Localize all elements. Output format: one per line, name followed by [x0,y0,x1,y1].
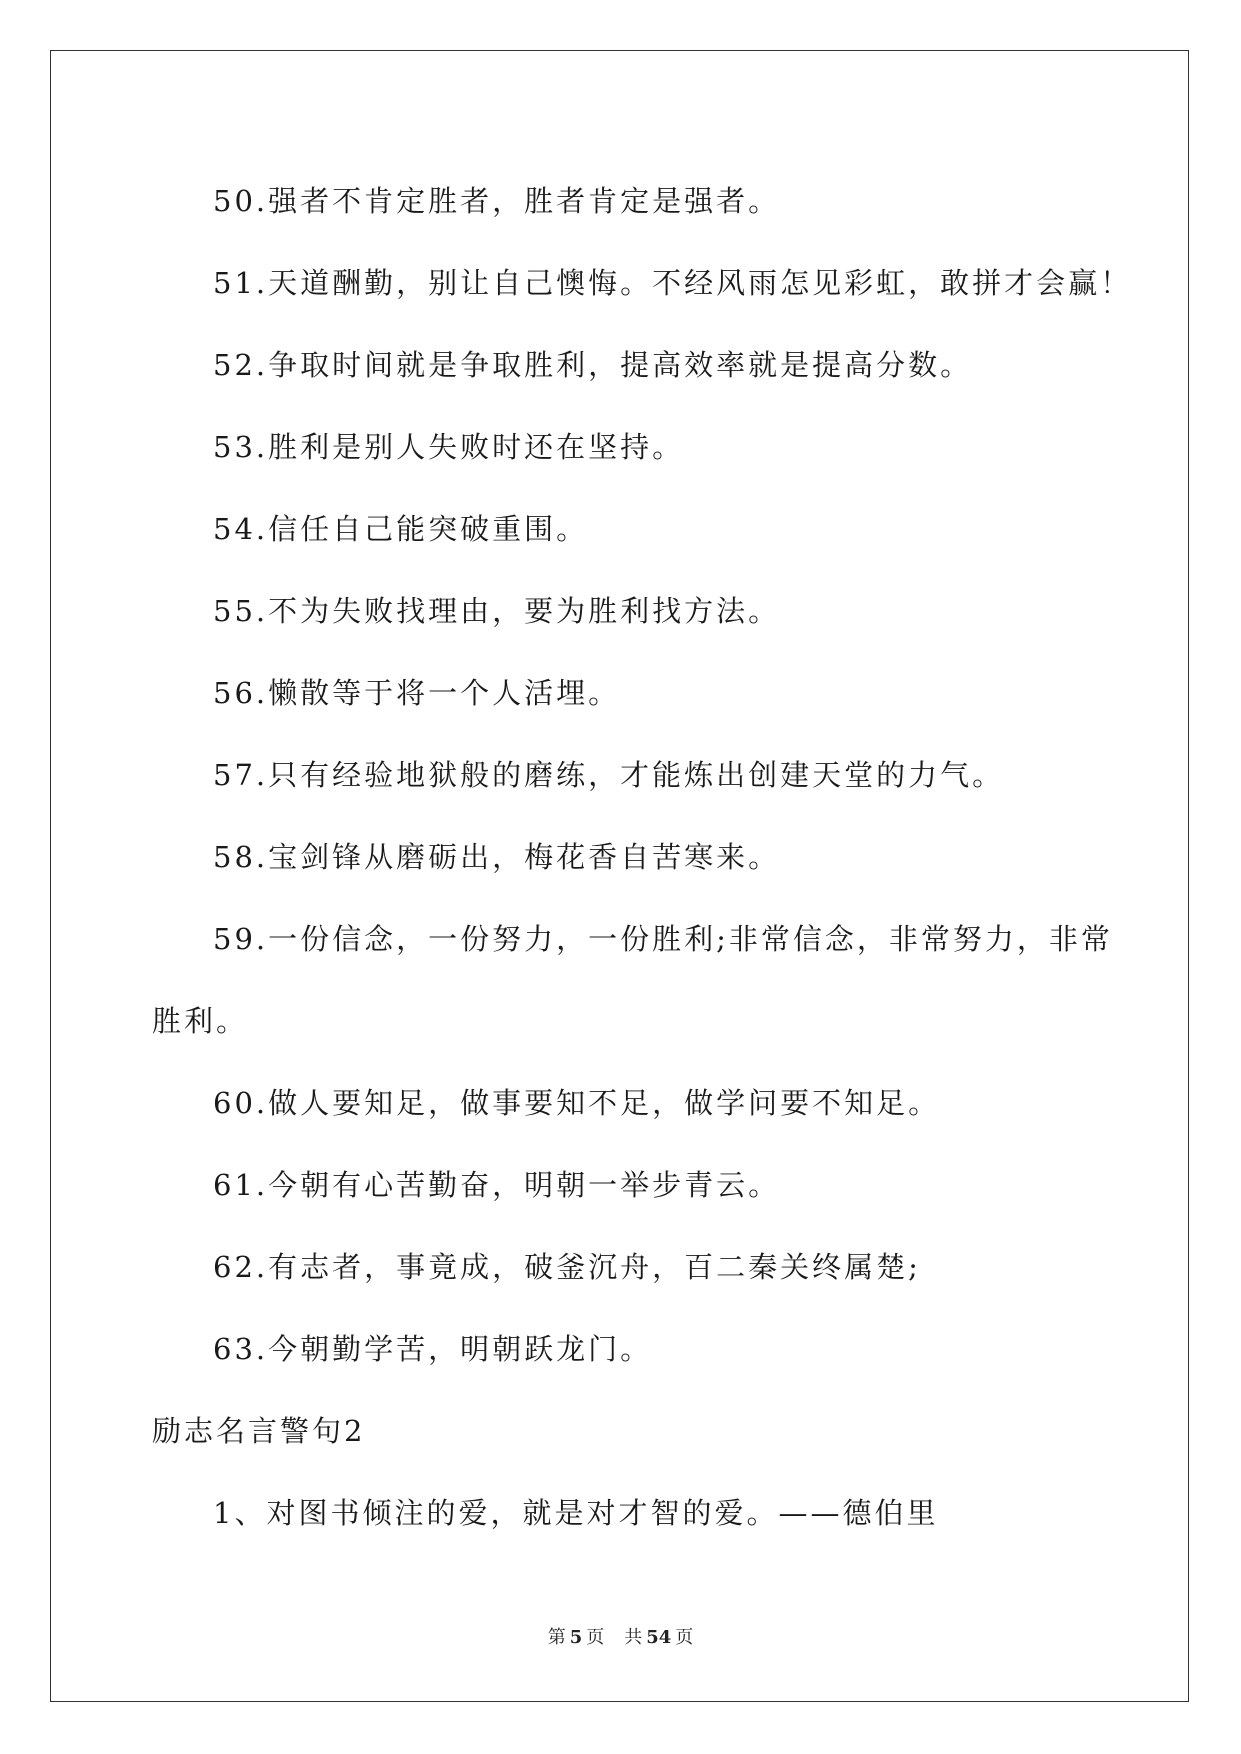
quote-line: 57.只有经验地狱般的磨练，才能炼出创建天堂的力气。 [213,758,1005,792]
quote-line: 52.争取时间就是争取胜利，提高效率就是提高分数。 [213,348,973,382]
quote-line: 53.胜利是别人失败时还在坚持。 [213,430,685,464]
document-body [152,160,1133,1554]
total-prefix: 共 [624,1627,643,1648]
page-suffix: 页 [586,1627,605,1648]
quote-line: 51.天道酬勤，别让自己懊悔。不经风雨怎见彩虹，敢拼才会赢！ [213,266,1133,300]
quote-line-continuation: 胜利。 [152,1004,249,1038]
page-prefix: 第 [547,1627,566,1648]
quote-line: 55.不为失败找理由，要为胜利找方法。 [213,594,781,628]
page-footer [0,1623,1241,1649]
quote-line: 63.今朝勤学苦，明朝跃龙门。 [213,1332,653,1366]
quote-line: 60.做人要知足，做事要知不足，做学问要不知足。 [213,1086,941,1120]
quote-line: 50.强者不肯定胜者，胜者肯定是强者。 [213,184,781,218]
quote-line: 1、对图书倾注的爱，就是对才智的爱。——德伯里 [213,1496,939,1530]
current-page-number: 5 [569,1627,583,1648]
total-pages-number: 54 [646,1627,672,1648]
quote-line: 58.宝剑锋从磨砺出，梅花香自苦寒来。 [213,840,781,874]
quote-line: 54.信任自己能突破重围。 [213,512,589,546]
quote-line: 61.今朝有心苦勤奋，明朝一举步青云。 [213,1168,781,1202]
quote-line: 56.懒散等于将一个人活埋。 [213,676,621,710]
quote-line: 59.一份信念，一份努力，一份胜利;非常信念，非常努力，非常 [213,922,1113,956]
quote-line: 62.有志者，事竟成，破釜沉舟，百二秦关终属楚; [213,1250,921,1284]
section-heading: 励志名言警句2 [152,1414,366,1448]
total-suffix: 页 [675,1627,694,1648]
